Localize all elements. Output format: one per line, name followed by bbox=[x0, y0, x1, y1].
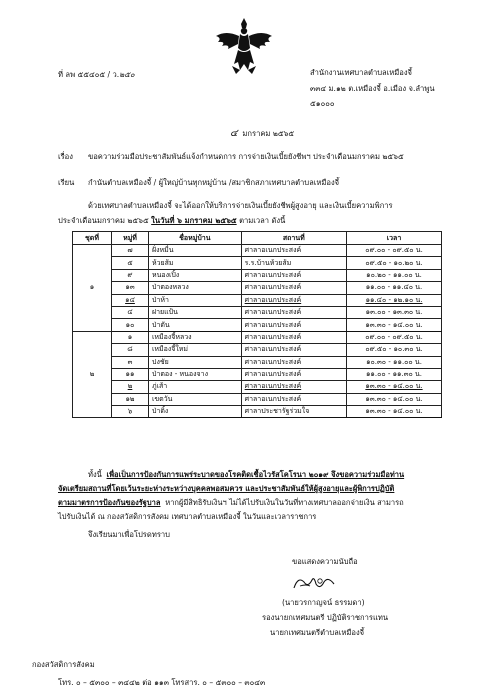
subject-text: ขอความร่วมมือประชาสัมพันธ์แจ้งกำหนดการ การจ่ายเงินเบี้ยยังชีพฯ ประจำเดือนมกราคม ๒๕๖๕ bbox=[88, 152, 404, 161]
cell-set-number: ๑ bbox=[73, 245, 112, 332]
intro-time-note: ตามเวลา ดังนี้ bbox=[239, 216, 286, 225]
cell-moo: ๙ bbox=[112, 269, 149, 281]
cell-village: ปงชัย bbox=[149, 356, 242, 368]
precaution-normal-4: ไปรับเงินได้ ณ กองสวัสดิการสังคม เทศบาลตำบลเหมืองจี้ ในวันและเวลาราชการ bbox=[58, 512, 317, 521]
table-row bbox=[73, 245, 442, 257]
table-row bbox=[73, 368, 442, 380]
cell-time: ๑๓.๐๐ - ๑๓.๓๐ น. bbox=[347, 306, 442, 318]
cell-village: เหมืองจี้ใหม่ bbox=[149, 344, 242, 356]
header-time: เวลา bbox=[347, 232, 442, 245]
precaution-lead: ทั้งนี้ bbox=[88, 470, 102, 479]
date-day: ๔ bbox=[230, 128, 238, 139]
cell-time: ๐๙.๕๐ - ๑๐.๓๐ น. bbox=[347, 344, 442, 356]
precaution-paragraph bbox=[58, 468, 444, 524]
precaution-bold-3: ตามมาตรการป้องกันของรัฐบาล bbox=[58, 498, 161, 507]
cell-moo: ๖ bbox=[112, 406, 149, 418]
cell-time: ๑๓.๓๐ - ๑๔.๐๐ น. bbox=[347, 393, 442, 405]
footer-contact: โทร. ๐ – ๕๓๐๐ – ๓๔๔๒ ต่อ ๑๑๓ โทรสาร. ๐ – ๕๓๐๐ – ๓๐๔๓ bbox=[58, 678, 266, 687]
signer-position-1: รองนายกเทศมนตรี ปฏิบัติราชการแทน bbox=[262, 613, 389, 622]
cell-place: ศาลาอเนกประสงค์ bbox=[241, 294, 346, 306]
intro-date-emphasis: ในวันที่ ๖ มกราคม ๒๕๖๕ bbox=[151, 216, 237, 225]
cell-place: ศาลาอเนกประสงค์ bbox=[241, 269, 346, 281]
cell-moo: ๑๐ bbox=[112, 319, 149, 331]
subject-label: เรื่อง bbox=[58, 152, 73, 161]
doc-number bbox=[58, 70, 135, 80]
cell-village: ป่าตองหลวง bbox=[149, 282, 242, 294]
cell-place: ศาลาอเนกประสงค์ bbox=[241, 282, 346, 294]
cell-place: ศาลาอเนกประสงค์ bbox=[241, 393, 346, 405]
cell-moo: ๒ bbox=[112, 381, 149, 393]
header-moo: หมู่ที่ bbox=[112, 232, 149, 245]
table-header-row bbox=[73, 232, 442, 245]
doc-number-printed: ที่ ลพ ๕๕๔๐๕ / ว. bbox=[58, 70, 120, 79]
cell-moo: ๑๒ bbox=[112, 393, 149, 405]
to-label: เรียน bbox=[58, 178, 75, 187]
cell-place: ศาลาอเนกประสงค์ bbox=[241, 331, 346, 343]
cell-village: ป่าตอง - หนองจาง bbox=[149, 368, 242, 380]
cell-moo: ๔ bbox=[112, 306, 149, 318]
signer-position-2: นายกเทศมนตรีตำบลเหมืองจี้ bbox=[270, 628, 365, 637]
header-place: สถานที่ bbox=[241, 232, 346, 245]
cell-place: ร.ร.บ้านห้วยส้ม bbox=[241, 257, 346, 269]
footer-department: กองสวัสดิการสังคม bbox=[32, 660, 95, 669]
cell-village: ฝั่งหมื่น bbox=[149, 245, 242, 257]
precaution-bold-2: จัดเตรียมสถานที่โดยเว้นระยะห่างระหว่างบุคคลพอสมควร และประชาสัมพันธ์ให้ผู้สูงอายุและผู้พิการปฏิบัติ bbox=[58, 484, 395, 493]
table-row bbox=[73, 344, 442, 356]
cell-place: ศาลาอเนกประสงค์ bbox=[241, 245, 346, 257]
table-row bbox=[73, 331, 442, 343]
closing-regards: ขอแสดงความนับถือ bbox=[292, 557, 358, 566]
cell-village: ป่าห้า bbox=[149, 294, 242, 306]
cell-time: ๑๐.๓๐ - ๑๑.๐๐ น. bbox=[347, 356, 442, 368]
cell-place: ศาลาอเนกประสงค์ bbox=[241, 381, 346, 393]
cell-moo: ๑ bbox=[112, 331, 149, 343]
cell-moo: ๕ bbox=[112, 257, 149, 269]
table-row bbox=[73, 269, 442, 281]
header-set: ชุดที่ bbox=[73, 232, 112, 245]
cell-place: ศาลาประชารัฐร่วมใจ bbox=[241, 406, 346, 418]
cell-village: ป่าตัน bbox=[149, 319, 242, 331]
cell-place: ศาลาอเนกประสงค์ bbox=[241, 319, 346, 331]
cell-moo: ๑๑ bbox=[112, 368, 149, 380]
cell-time: ๑๑.๐๐ - ๑๑.๓๐ น. bbox=[347, 368, 442, 380]
date-month-year: มกราคม ๒๕๖๕ bbox=[242, 129, 295, 138]
cell-time: ๑๑.๐๐ - ๑๑.๔๐ น. bbox=[347, 282, 442, 294]
cell-time: ๑๓.๓๐ - ๑๔.๐๐ น. bbox=[347, 381, 442, 393]
table-row bbox=[73, 319, 442, 331]
signer-name: (นายวรกาญจน์ ธรรมดา) bbox=[282, 598, 365, 607]
cell-time: ๑๓.๓๐ - ๑๔.๐๐ น. bbox=[347, 319, 442, 331]
precaution-bold-1: เพื่อเป็นการป้องกันการแพร่ระบาดของโรคติดเชื้อไวรัสโคโรนา ๒๐๑๙ จึงขอความร่วมมือท่าน bbox=[106, 470, 405, 479]
cell-place: ศาลาอเนกประสงค์ bbox=[241, 306, 346, 318]
doc-number-handwritten: ๒๕๐ bbox=[119, 70, 135, 79]
garuda-emblem-icon bbox=[212, 14, 276, 78]
cell-village: ห้วยส้ม bbox=[149, 257, 242, 269]
cell-village: ป่าติ้ง bbox=[149, 406, 242, 418]
table-row bbox=[73, 294, 442, 306]
letter-date bbox=[230, 129, 294, 139]
cell-moo: ๑๓ bbox=[112, 282, 149, 294]
cell-moo: ๓ bbox=[112, 356, 149, 368]
signature-icon bbox=[290, 572, 340, 594]
cell-moo: ๗ bbox=[112, 245, 149, 257]
cell-place: ศาลาอเนกประสงค์ bbox=[241, 356, 346, 368]
cell-moo: ๘ bbox=[112, 344, 149, 356]
cell-time: ๐๙.๐๐ - ๐๙.๕๐ น. bbox=[347, 331, 442, 343]
cell-time: ๑๐.๒๐ - ๑๑.๐๐ น. bbox=[347, 269, 442, 281]
cell-time: ๐๙.๕๐ - ๑๐.๒๐ น. bbox=[347, 257, 442, 269]
precaution-normal-3: หากผู้มีสิทธิรับเงินฯ ไม่ได้ไปรับเงินในวันที่ทางเทศบาลออกจ่ายเงิน สามารถ bbox=[165, 498, 404, 507]
table-row bbox=[73, 257, 442, 269]
intro-line-1: ด้วยเทศบาลตำบลเหมืองจี้ จะได้ออกให้บริการจ่ายเงินเบี้ยยังชีพผู้สูงอายุ และเงินเบี้ยความพิการ bbox=[88, 201, 393, 210]
cell-village: เหมืองจี้หลวง bbox=[149, 331, 242, 343]
table-row bbox=[73, 381, 442, 393]
table-row bbox=[73, 406, 442, 418]
cell-moo: ๑๔ bbox=[112, 294, 149, 306]
office-zipcode: ๕๑๐๐๐ bbox=[310, 99, 335, 108]
payment-schedule-table bbox=[72, 231, 442, 418]
cell-village: เขตวัน bbox=[149, 393, 242, 405]
table-body bbox=[73, 245, 442, 418]
table-row bbox=[73, 306, 442, 318]
closing-request: จึงเรียนมาเพื่อโปรดทราบ bbox=[88, 530, 170, 539]
cell-time: ๑๓.๓๐ - ๑๔.๐๐ น. bbox=[347, 406, 442, 418]
cell-village: ภู่เส้า bbox=[149, 381, 242, 393]
cell-set-number: ๒ bbox=[73, 331, 112, 418]
cell-village: ฝายแป้น bbox=[149, 306, 242, 318]
cell-place: ศาลาอเนกประสงค์ bbox=[241, 344, 346, 356]
office-name: สำนักงานเทศบาลตำบลเหมืองจี้ bbox=[310, 68, 413, 77]
cell-village: หนองเปิ้ง bbox=[149, 269, 242, 281]
cell-place: ศาลาอเนกประสงค์ bbox=[241, 368, 346, 380]
table-row bbox=[73, 356, 442, 368]
table-row bbox=[73, 393, 442, 405]
cell-time: ๑๑.๔๐ - ๑๒.๑๐ น. bbox=[347, 294, 442, 306]
to-text: กำนันตำบลเหมืองจี้ / ผู้ใหญ่บ้านทุกหมู่บ้าน /สมาชิกสภาเทศบาลตำบลเหมืองจี้ bbox=[88, 178, 340, 187]
header-village: ชื่อหมู่บ้าน bbox=[149, 232, 242, 245]
intro-month: ประจำเดือนมกราคม ๒๕๖๕ bbox=[58, 216, 149, 225]
cell-time: ๐๙.๐๐ - ๐๙.๕๐ น. bbox=[347, 245, 442, 257]
table-row bbox=[73, 282, 442, 294]
intro-line-2 bbox=[58, 216, 285, 226]
office-address: ๓๓๔ ม.๑๒ ต.เหมืองจี้ อ.เมือง จ.ลำพูน bbox=[310, 84, 435, 93]
